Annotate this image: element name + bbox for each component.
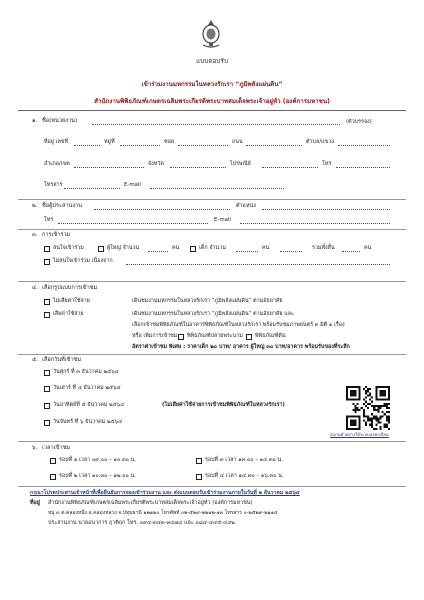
org-name-suffix: (ตัวบรรจง) bbox=[346, 119, 372, 125]
day1-label: วันศุกร์ ที่ ๓ ธันวาคม ๒๕๖๔ bbox=[53, 369, 119, 375]
address-no-field[interactable] bbox=[74, 145, 100, 146]
free-option-checkbox[interactable] bbox=[44, 299, 50, 305]
round2-checkbox[interactable] bbox=[50, 474, 56, 480]
registration-qr-code[interactable] bbox=[346, 386, 390, 430]
paid-option-desc1: เดินชมงานมหกรรมในหลวงรักเรา “ภูมิพลังแผ่นดิน” ตามอัธยาศัย และ bbox=[132, 311, 294, 317]
accept-checkbox[interactable] bbox=[44, 246, 50, 252]
child-checkbox[interactable] bbox=[190, 246, 196, 252]
moo-field[interactable] bbox=[120, 145, 160, 146]
road-field[interactable] bbox=[246, 145, 302, 146]
free-option-label: ไม่เสียค่าใช้จ่าย bbox=[53, 298, 90, 304]
subdistrict-label: ตำบล/แขวง bbox=[306, 139, 334, 145]
decline-label: ไม่สนใจเข้าร่วม เนื่องจาก bbox=[53, 258, 113, 264]
paid-option-desc2: เลือกเข้าชมพิพิธภัณฑ์ในอาคารพิพิธภัณฑ์ในหลวงรักเรา พร้อมรับชมภาพยนตร์ ๓ มิติ ๑ เรื่อง bbox=[132, 322, 345, 328]
section1-label: ๑. ชื่อ(หน่วยงาน) bbox=[32, 118, 78, 124]
total-label: รวมทั้งสิ้น bbox=[312, 245, 335, 251]
address-no-label: ที่อยู่ เลขที่ bbox=[44, 139, 69, 145]
coordinator-email-field[interactable] bbox=[240, 223, 390, 224]
organizer-title: สำนักงานพิพิธภัณฑ์เกษตรเฉลิมพระเกียรติพระบาทสมเด็จพระเจ้าอยู่หัว (องค์การมหาชน) bbox=[94, 98, 330, 105]
round1-checkbox[interactable] bbox=[50, 458, 56, 464]
road-label: ถนน bbox=[232, 139, 243, 145]
round2-label: รอบที่ ๒ เวลา ๑๐.๓๐ – ๑๒.๐๐ น. bbox=[59, 473, 136, 479]
postcode-label: ไปรษณีย์ bbox=[230, 161, 251, 167]
museum-soil-label: พิพิธภัณฑ์ดิน bbox=[255, 333, 286, 339]
total-count-field[interactable] bbox=[342, 251, 360, 252]
decline-reason-field[interactable] bbox=[126, 264, 390, 265]
adult-count-field[interactable] bbox=[148, 251, 168, 252]
free-option-desc: เดินชมงานมหกรรมในหลวงรักเรา “ภูมิพลังแผ่นดิน” ตามอัธยาศัย bbox=[132, 298, 283, 304]
paid-option-checkbox[interactable] bbox=[44, 312, 50, 318]
moo-label: หมู่ที่ bbox=[104, 139, 115, 145]
accept-label: สนใจเข้าร่วม bbox=[53, 245, 84, 251]
museum-soil-checkbox[interactable] bbox=[246, 334, 252, 340]
day4-checkbox[interactable] bbox=[44, 420, 50, 426]
child-unit: คน bbox=[262, 245, 270, 251]
price-note: อัตราค่าเข้าชม พิเศษ : ราคาเด็ก ๒๐ บาท/ อาคาร ผู้ใหญ่ ๓๐ บาท/อาคาร พร้อมรับของที่ระลึก bbox=[132, 344, 350, 350]
email-field[interactable] bbox=[150, 188, 284, 189]
day2-checkbox[interactable] bbox=[44, 386, 50, 392]
soi-field[interactable] bbox=[178, 145, 228, 146]
museum-lanna-label: พิพิธภัณฑ์ปลายพระนาม bbox=[187, 333, 243, 339]
round3-label: รอบที่ ๓ เวลา ๑๓.๐๐ – ๑๔.๓๐ น. bbox=[205, 457, 283, 463]
adult-unit: คน bbox=[172, 245, 180, 251]
coordinator-position-label: ตำแหน่ง bbox=[236, 203, 256, 209]
day4-label: วันจันทร์ ที่ ๖ ธันวาคม ๒๕๖๔ bbox=[53, 419, 123, 425]
footer-coordinator-line: ประสานงาน นายอนาการ ฤาติฤก โทร. ๐๙๔-๓๔๓-๓๔๗๔ และ ๐๘๔-๔๔๕-๔๔๒ bbox=[48, 520, 235, 526]
section6-label: ๖. เวลาเข้าชม bbox=[32, 445, 70, 451]
day3-label: วันอาทิตย์ที่ ๕ ธันวาคม ๒๕๖๔ bbox=[53, 402, 125, 408]
footer-address-line1: สำนักงานพิพิธภัณฑ์เกษตรเฉลิมพระเกียรติพระบาทสมเด็จพระเจ้าอยู่หัว (องค์การมหาชน) bbox=[48, 500, 253, 506]
province-field[interactable] bbox=[170, 167, 226, 168]
phone-field[interactable] bbox=[336, 167, 390, 168]
province-label: จังหวัด bbox=[148, 161, 164, 167]
soi-label: ซอย bbox=[164, 139, 175, 145]
fax-field[interactable] bbox=[64, 188, 120, 189]
phone-label: โทร bbox=[322, 161, 332, 167]
email-label: E-mail bbox=[124, 182, 141, 188]
footer-address-label: ที่อยู่ bbox=[30, 500, 40, 506]
adult-checkbox[interactable] bbox=[98, 246, 104, 252]
or-add-label: หรือ เพิ่มการเข้าชม bbox=[132, 333, 178, 339]
section3-divider bbox=[18, 229, 406, 230]
coordinator-phone-field[interactable] bbox=[58, 223, 208, 224]
postcode-field[interactable] bbox=[262, 167, 318, 168]
coordinator-email-label: E-mail bbox=[214, 217, 231, 223]
section3-label: ๓. การเข้าร่วม bbox=[32, 232, 71, 238]
footer-divider bbox=[18, 486, 406, 487]
round3-checkbox[interactable] bbox=[196, 458, 202, 464]
child-count-field[interactable] bbox=[236, 251, 258, 252]
header-divider bbox=[18, 110, 406, 111]
round1-label: รอบที่ ๑ เวลา ๐๙.๐๐ – ๑๐.๓๐ น. bbox=[59, 457, 137, 463]
coordinator-name-field[interactable] bbox=[94, 209, 230, 210]
section2-label: ๒. ชื่อผู้ประสานงาน bbox=[32, 203, 83, 209]
section4-label: ๔. เลือกรูปแบบการเข้าชม bbox=[32, 285, 98, 291]
form-title: แบบตอบรับ bbox=[196, 57, 228, 65]
district-label: อำเภอ/เขต bbox=[44, 161, 70, 167]
decline-checkbox[interactable] bbox=[44, 259, 50, 265]
district-field[interactable] bbox=[74, 167, 144, 168]
child-label: เด็ก จำนวน bbox=[199, 245, 226, 251]
adult-label: ผู้ใหญ่ จำนวน bbox=[107, 245, 140, 251]
section2-divider bbox=[18, 199, 406, 200]
day2-label: วันเสาร์ ที่ ๔ ธันวาคม ๒๕๖๔ bbox=[53, 385, 121, 391]
footer-address-line2: หมู่ ๓ ต.คลองหนึ่ง อ.คลองหลวง จ.ปทุมธานี ๑๒๑๒๐ โทรศัพท์ ๐๒-๕๒๙-๒๒๑๒-๑๓ โทรสาร ๐-๒๕๒๙-๒๑๑๔ bbox=[48, 510, 278, 516]
coordinator-phone-label: โทร bbox=[44, 217, 54, 223]
child-count-extra-field[interactable] bbox=[280, 251, 302, 252]
section5-label: ๕. เลือกวันที่เข้าชม bbox=[32, 357, 82, 363]
section5-divider bbox=[18, 354, 406, 355]
round4-label: รอบที่ ๔ เวลา ๑๔.๓๐ – ๑๖.๓๐ น. bbox=[205, 473, 284, 479]
subdistrict-field[interactable] bbox=[338, 145, 390, 146]
section4-divider bbox=[18, 281, 406, 282]
qr-caption[interactable]: สแกนตัวอย่างให้ระบบลงทะเบียน bbox=[330, 432, 389, 437]
event-title: เข้าร่วมงานมหกรรมในหลวงรักเรา “ภูมิพลังแผ่นดิน” bbox=[141, 81, 283, 88]
day1-checkbox[interactable] bbox=[44, 370, 50, 376]
round4-checkbox[interactable] bbox=[196, 474, 202, 480]
section6-divider bbox=[18, 441, 406, 442]
deadline-note: กรุณาโปรดประสานเจ้าหน้าที่เพื่อยืนยันการจองเข้าร่วมงาน และ ส่งแบบตอบรับเข้าร่วมงานภายในวันที่ ๒ ธันวาคม ๒๕๖๔ bbox=[30, 490, 300, 496]
paid-option-label: เสียค่าใช้จ่าย bbox=[53, 311, 84, 317]
org-name-field[interactable] bbox=[92, 124, 340, 125]
museum-lanna-checkbox[interactable] bbox=[178, 334, 184, 340]
coordinator-position-field[interactable] bbox=[262, 209, 390, 210]
fax-label: โทรสาร bbox=[44, 182, 63, 188]
day3-checkbox[interactable] bbox=[44, 403, 50, 409]
total-unit: คน bbox=[364, 245, 372, 251]
day3-note: (ไม่เสียค่าใช้จ่ายการเข้าชมพิพิธภัณฑ์ในหลวงรักเรา) bbox=[162, 402, 285, 408]
royal-emblem-icon bbox=[198, 18, 224, 50]
